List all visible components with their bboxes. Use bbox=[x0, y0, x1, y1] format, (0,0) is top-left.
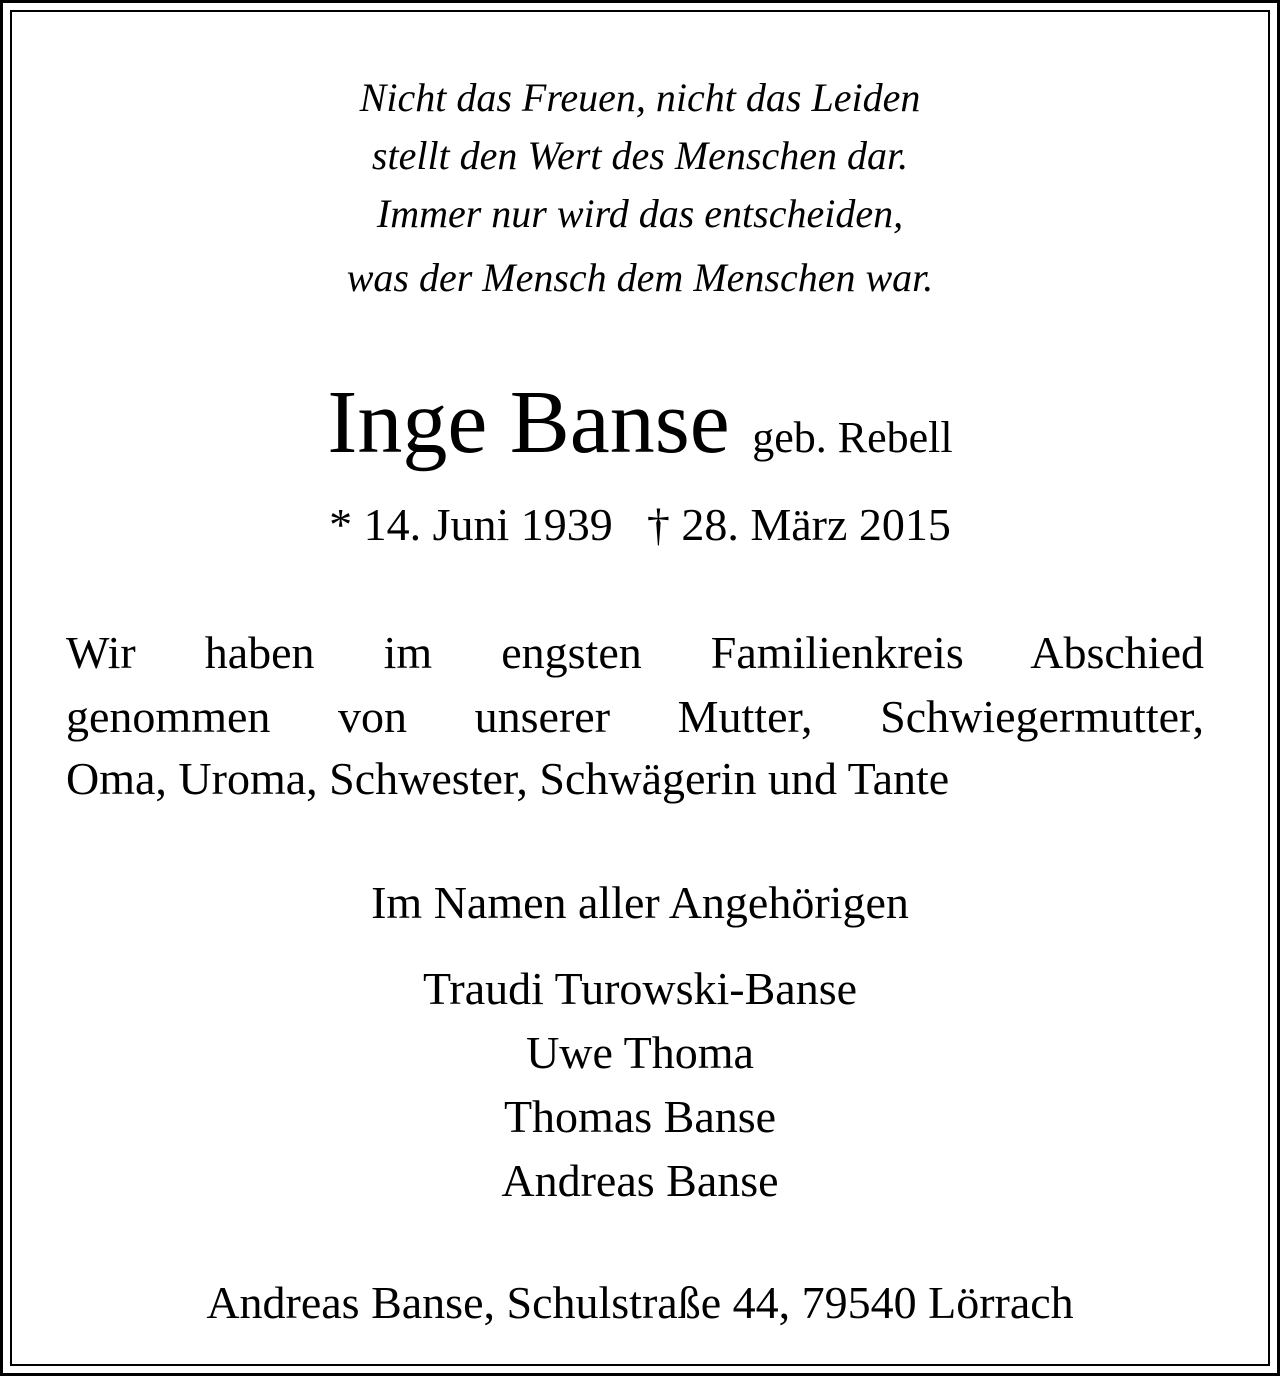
life-dates bbox=[0, 499, 1280, 550]
message-line: genommen von unserer Mutter, Schwiegermutter, bbox=[66, 691, 1204, 742]
poem-line: Immer nur wird das entscheiden, bbox=[376, 191, 904, 236]
maiden-name: geb. Rebell bbox=[752, 413, 953, 462]
birth-date: * 14. Juni 1939 bbox=[329, 499, 613, 550]
deceased-name-line bbox=[0, 373, 1280, 472]
poem-line: stellt den Wert des Menschen dar. bbox=[371, 133, 909, 178]
death-date: † 28. März 2015 bbox=[646, 499, 951, 550]
relative-name: Traudi Turowski-Banse bbox=[422, 963, 858, 1014]
poem-line: Nicht das Freuen, nicht das Leiden bbox=[359, 75, 921, 120]
relatives-intro: Im Namen aller Angehörigen bbox=[371, 877, 909, 928]
message-line: Wir haben im engsten Familienkreis Abschied bbox=[66, 627, 1204, 678]
address: Andreas Banse, Schulstraße 44, 79540 Lörrach bbox=[206, 1277, 1074, 1328]
poem-line: was der Mensch dem Menschen war. bbox=[346, 255, 934, 300]
relative-name: Uwe Thoma bbox=[526, 1027, 754, 1078]
message-line: Oma, Uroma, Schwester, Schwägerin und Tante bbox=[66, 753, 950, 804]
deceased-name: Inge Banse bbox=[327, 373, 730, 472]
relative-name: Thomas Banse bbox=[503, 1091, 777, 1142]
relative-name: Andreas Banse bbox=[501, 1155, 779, 1206]
